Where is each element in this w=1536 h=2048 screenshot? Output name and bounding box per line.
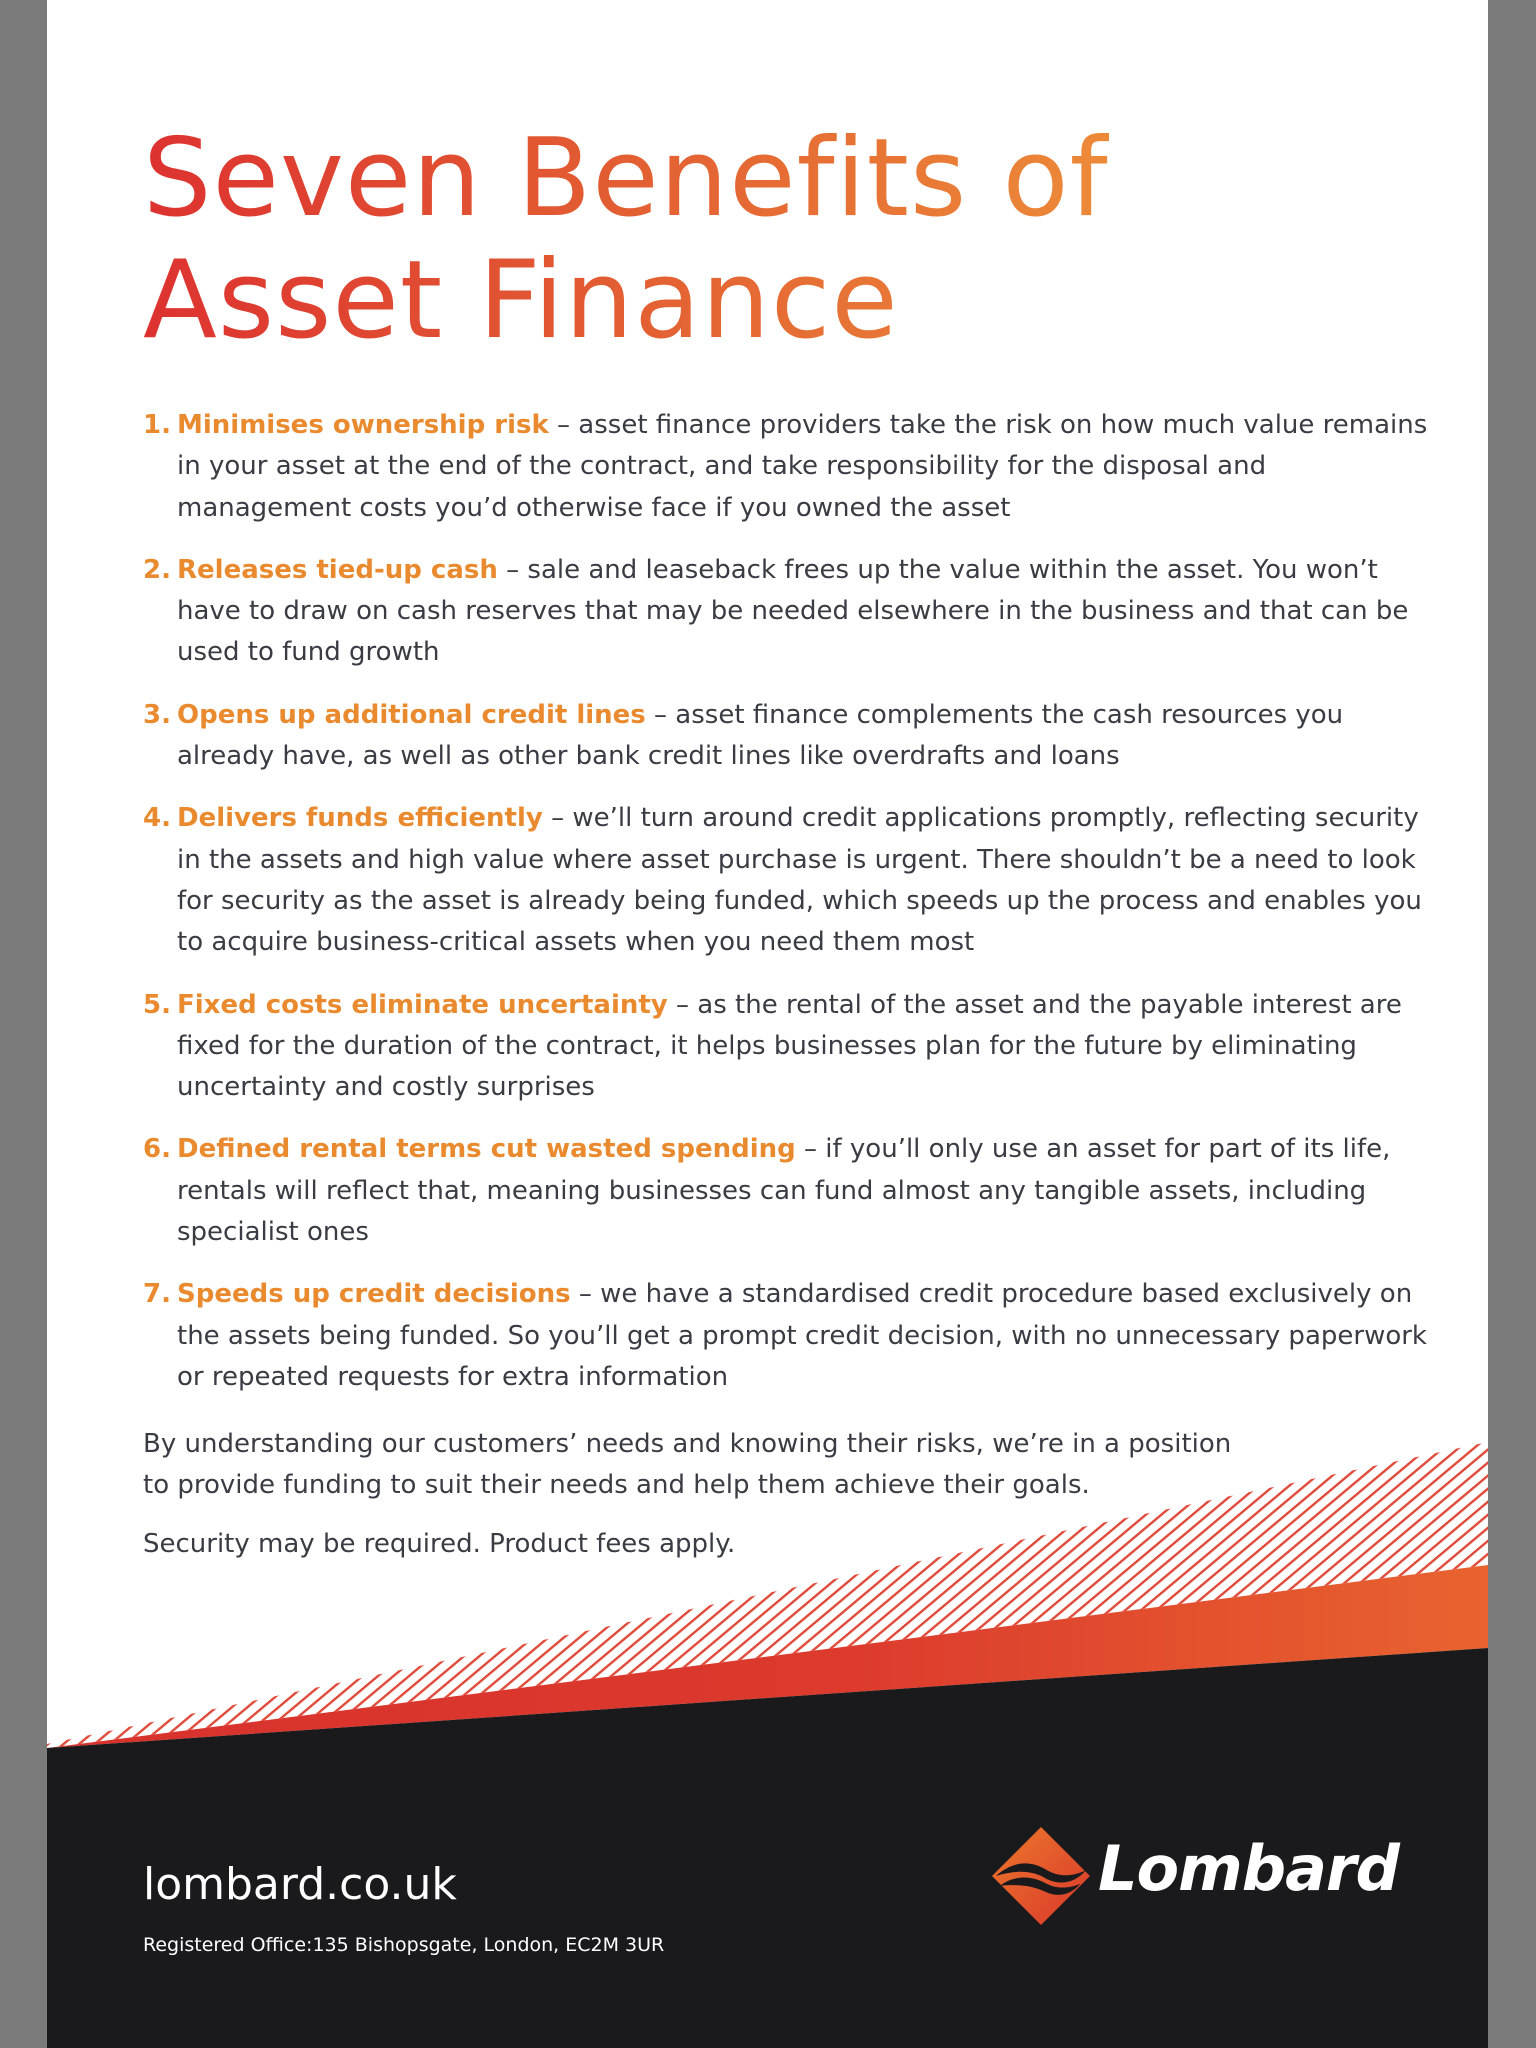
benefit-heading: Fixed costs eliminate uncertainty [177,989,668,1020]
lombard-logo [992,1825,1432,1925]
website-link[interactable]: lombard.co.uk [143,1859,457,1910]
benefit-item-3 [143,695,1443,778]
benefit-heading: Delivers funds efficiently [177,803,543,834]
document-page [47,0,1488,2048]
benefit-text: – we’ll turn around credit applications promptly, reflecting security in the assets and high value where asset purchase is urgent. There shouldn’t be a need to look for security as the asset is already being funded, which speeds up the process and enables you to acquire business-critical assets when you need them most [177,803,1422,958]
benefit-heading: Releases tied-up cash [177,554,498,585]
benefit-item-5 [143,985,1443,1109]
benefit-item-4 [143,798,1443,963]
benefit-text: – we have a standardised credit procedure based exclusively on the assets being funded. So you’ll get a prompt credit decision, with no unnecessary paperwork or repeated requests for extra information [177,1279,1427,1392]
benefit-number: 6. [143,1134,171,1165]
page-title-line-2: Asset Finance [143,238,899,363]
lombard-diamond-icon [992,1827,1090,1925]
benefit-number: 1. [143,410,171,440]
page-title [143,118,1109,362]
benefit-text: – as the rental of the asset and the payable interest are fixed for the duration of the contract, it helps businesses plan for the future by eliminating uncertainty and costly surprises [177,989,1402,1103]
benefit-item-7 [143,1274,1443,1398]
benefit-item-6 [143,1129,1443,1253]
closing-line-1: By understanding our customers’ needs and knowing their risks, we’re in a position [143,1429,1232,1459]
benefit-item-1 [143,405,1443,529]
benefit-number: 7. [143,1279,171,1310]
benefit-heading: Opens up additional credit lines [177,699,646,730]
closing-line-2: to provide funding to suit their needs and help them achieve their goals. [143,1470,1090,1500]
benefit-number: 5. [143,989,171,1020]
benefit-text: – if you’ll only use an asset for part of its life, rentals will reflect that, meaning businesses can fund almost any tangible assets, including specialist ones [177,1134,1391,1248]
benefit-heading: Minimises ownership risk [177,410,549,440]
benefit-item-2 [143,550,1443,674]
lombard-wordmark: Lombard [1098,1832,1399,1905]
benefit-number: 3. [143,699,171,730]
benefit-heading: Defined rental terms cut wasted spending [177,1134,796,1165]
registered-office-text: Registered Office:135 Bishopsgate, London, EC2M 3UR [143,1934,665,1956]
benefit-heading: Speeds up credit decisions [177,1279,571,1310]
benefit-text: – asset finance complements the cash resources you already have, as well as other bank credit lines like overdrafts and loans [177,699,1344,772]
page-title-line-1: Seven Benefits of [143,116,1109,241]
benefits-list [143,405,1443,1419]
disclaimer-text: Security may be required. Product fees apply. [143,1529,736,1559]
benefit-text: – sale and leaseback frees up the value within the asset. You won’t have to draw on cash reserves that may be needed elsewhere in the business and that can be used to fund growth [177,554,1409,668]
benefit-number: 4. [143,803,171,834]
closing-paragraph [143,1424,1343,1506]
benefit-number: 2. [143,554,171,585]
benefit-text: – asset finance providers take the risk on how much value remains in your asset at the end of the contract, and take responsibility for the disposal and management costs you’d otherwise face if you owned the asset [177,410,1428,523]
